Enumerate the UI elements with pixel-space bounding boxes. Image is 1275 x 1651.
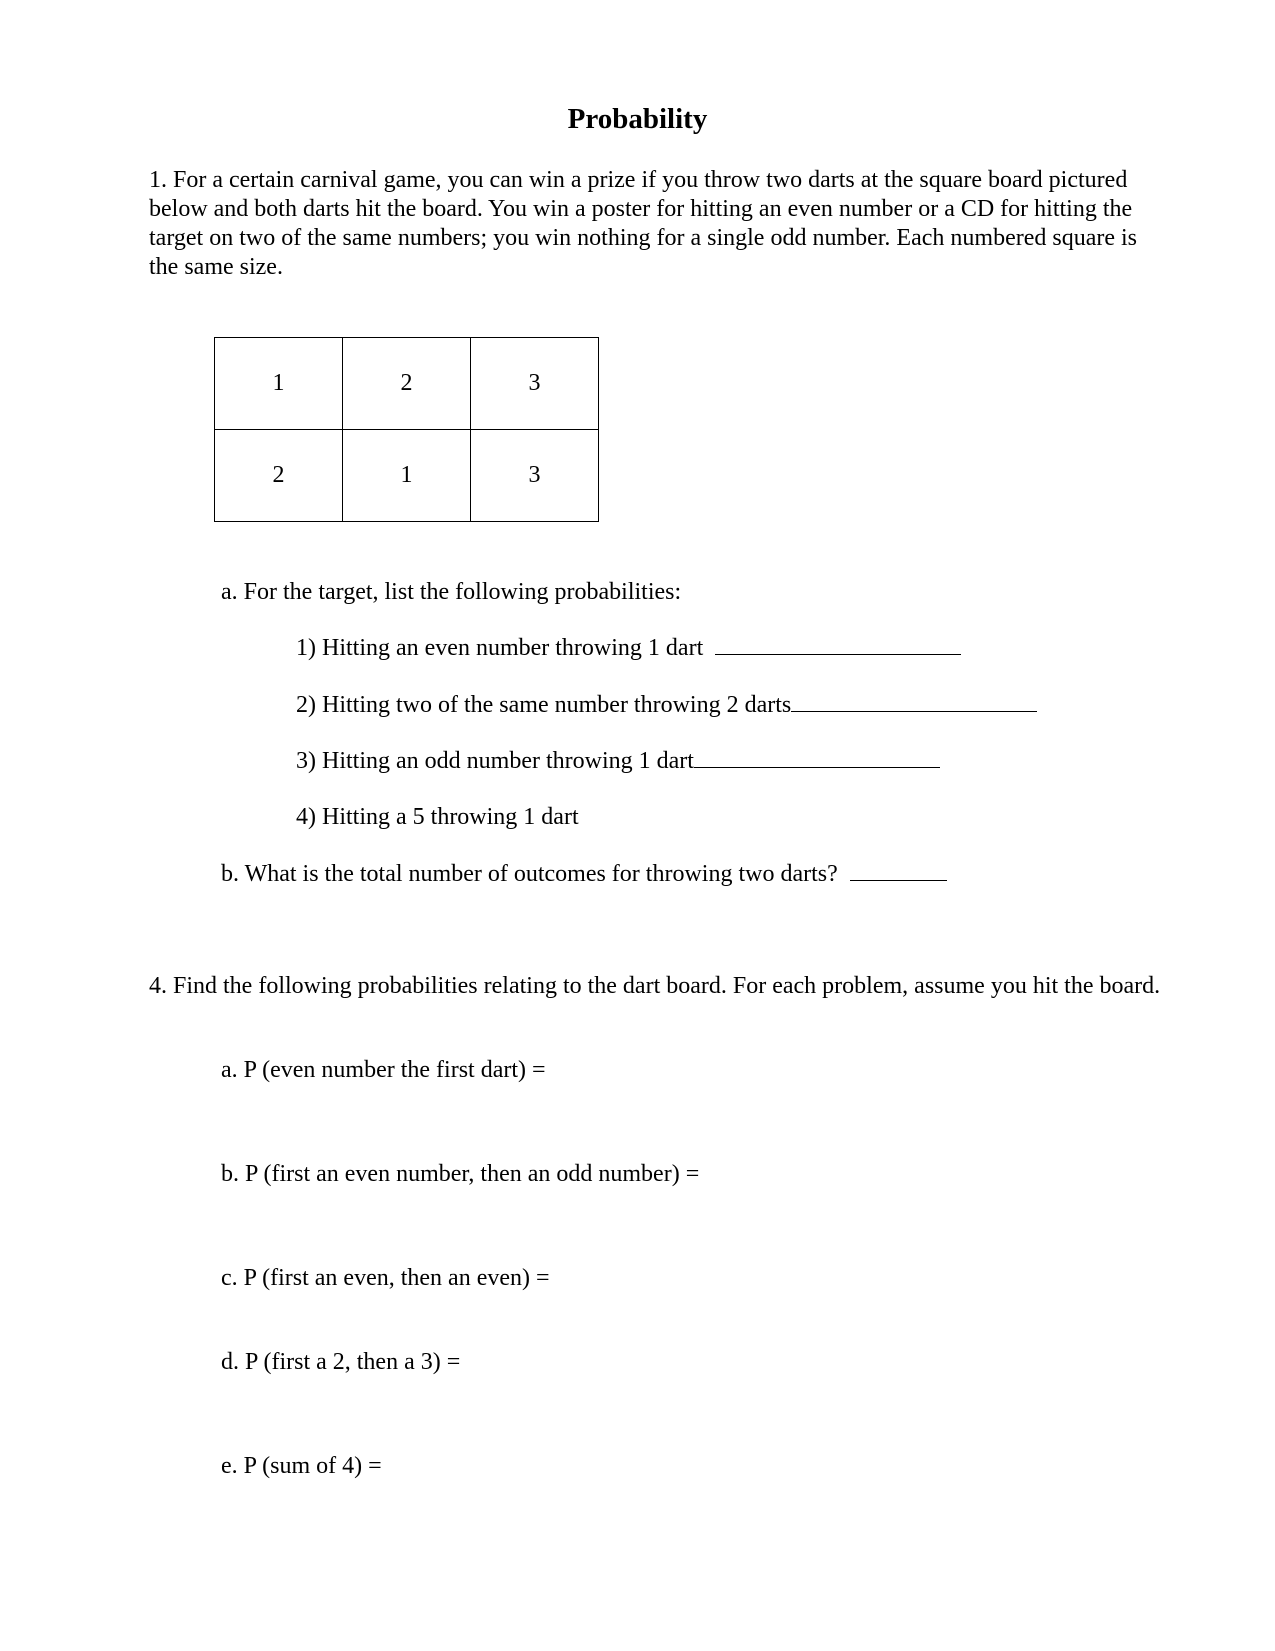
board-cell: 2 (215, 430, 343, 522)
answer-blank[interactable] (715, 653, 961, 655)
part-a-label: a. For the target, list the following probabilities: (221, 579, 682, 605)
item-text: 1) Hitting an even number throwing 1 dart (296, 635, 704, 661)
board-cell: 1 (343, 430, 471, 522)
board-cell: 2 (343, 338, 471, 430)
dart-board (214, 337, 599, 522)
part-a-item-1 (296, 633, 961, 663)
question-1-text: 1. For a certain carnival game, you can win a prize if you throw two darts at the square board pictured below and both darts hit the board. You win a poster for hitting an even number or a CD for hitting the target on two of the same numbers; you win nothing for a single odd number. Each numbered square is the same size. (149, 167, 1138, 280)
q4-item-d: d. P (first a 2, then a 3) = (221, 1349, 461, 1375)
q4-item-c: c. P (first an even, then an even) = (221, 1265, 550, 1291)
part-b-text: b. What is the total number of outcomes for throwing two darts? (221, 861, 838, 887)
answer-blank[interactable] (791, 710, 1037, 712)
question-4-text: 4. Find the following probabilities relating to the dart board. For each problem, assume you hit the board. (149, 973, 1161, 999)
board-row (215, 430, 599, 522)
part-b (221, 859, 947, 889)
item-text: 3) Hitting an odd number throwing 1 dart (296, 748, 694, 774)
answer-blank[interactable] (694, 766, 940, 768)
part-a-item-2 (296, 690, 1037, 720)
board-cell: 3 (471, 338, 599, 430)
board-row (215, 338, 599, 430)
item-text: 2) Hitting two of the same number throwing 2 darts (296, 692, 792, 718)
q4-item-e: e. P (sum of 4) = (221, 1453, 382, 1479)
part-a-item-3 (296, 746, 940, 776)
q4-item-a: a. P (even number the first dart) = (221, 1057, 546, 1083)
part-a-item-4: 4) Hitting a 5 throwing 1 dart (296, 804, 579, 830)
answer-blank[interactable] (850, 879, 947, 881)
board-cell: 1 (215, 338, 343, 430)
board-cell: 3 (471, 430, 599, 522)
q4-item-b: b. P (first an even number, then an odd number) = (221, 1161, 700, 1187)
page-title: Probability (567, 103, 708, 135)
